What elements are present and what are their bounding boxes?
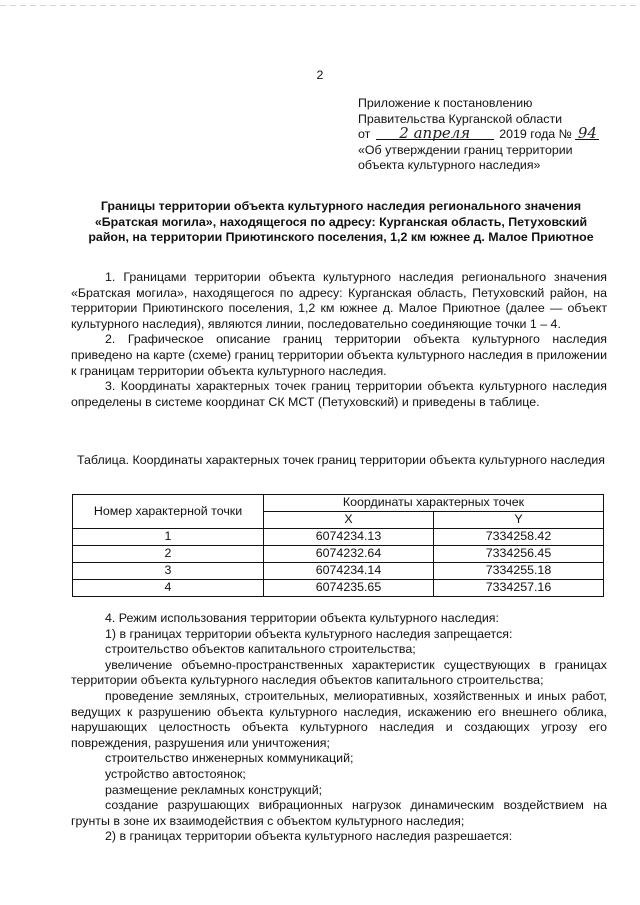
table-caption: Таблица. Координаты характерных точек границ территории объекта культурного наследия bbox=[77, 453, 605, 467]
appendix-header bbox=[358, 96, 618, 174]
paragraph: создание разрушающих вибрационных нагрузок динамическим воздействием на грунты в зоне их взаимодействия с объектом культурного наследия; bbox=[71, 798, 607, 828]
coordinate-x: 6074235.65 bbox=[264, 580, 434, 597]
paragraph: проведение земляных, строительных, мелиоративных, хозяйственных и иных работ, ведущих к разрушению объекта культурного наследия, искажению его внешнего облика, нарушающих целостность объекта культурного наследия и создающих угрозу его повреждения, разрушения или уничтожения; bbox=[71, 688, 607, 750]
paragraph: увеличение объемно-пространственных характеристик существующих в границах территории объекта культурного наследия объектов капитального строительства; bbox=[71, 657, 607, 688]
appendix-line: Правительства Курганской области bbox=[358, 111, 563, 126]
point-number: 3 bbox=[73, 563, 264, 580]
paragraph: 2. Графическое описание границ территории объекта культурного наследия приведено на карте (схеме) границ территории объекта культурного наследия в приложении к границам территории объекта культурного наследия. bbox=[71, 332, 607, 378]
usage-regime-section bbox=[71, 611, 607, 845]
year-label: 2019 года № bbox=[499, 127, 572, 142]
coordinate-y: 7334257.16 bbox=[433, 580, 603, 597]
header-point-number: Номер характерной точки bbox=[73, 495, 264, 529]
header-x: X bbox=[264, 512, 434, 529]
paragraph: 3. Координаты характерных точек границ территории объекта культурного наследия определены в системе координат СК МСТ (Петуховский) и приведены в таблице. bbox=[71, 379, 607, 409]
document-title: Границы территории объекта культурного наследия регионального значения «Братская могила», находящегося по адресу: Курганская область, Петуховский район, на территории Приютинского поселения, 1,2 км южнее д. Малое Приютное bbox=[88, 199, 594, 245]
coordinate-y: 7334258.42 bbox=[433, 529, 603, 546]
table-row bbox=[73, 529, 604, 546]
paragraph: устройство автостоянок; bbox=[105, 766, 246, 781]
appendix-line: «Об утверждении границ территории bbox=[358, 142, 573, 157]
handwritten-number: 94 bbox=[575, 127, 599, 140]
paragraph: размещение рекламных конструкций; bbox=[105, 782, 323, 797]
coordinate-y: 7334256.45 bbox=[433, 546, 603, 563]
table-row bbox=[73, 546, 604, 563]
coordinate-x: 6074234.13 bbox=[264, 529, 434, 546]
header-coordinates: Координаты характерных точек bbox=[264, 495, 604, 512]
point-number: 1 bbox=[73, 529, 264, 546]
table-row bbox=[73, 563, 604, 580]
appendix-line: Приложение к постановлению bbox=[358, 96, 533, 110]
paragraph: строительство объектов капитального строительства; bbox=[105, 642, 416, 657]
page-number: 2 bbox=[316, 68, 324, 82]
header-y: Y bbox=[433, 512, 603, 529]
point-number: 4 bbox=[73, 580, 264, 597]
paragraph: 4. Режим использования территории объекта культурного наследия: bbox=[105, 611, 499, 625]
from-label: от bbox=[358, 127, 371, 142]
table-row bbox=[73, 580, 604, 597]
paragraph: строительство инженерных коммуникаций; bbox=[105, 751, 354, 766]
paragraph: 1. Границами территории объекта культурного наследия регионального значения «Братская могила», находящегося по адресу: Курганская область, Петуховский район, на территории Приютинского поселения, 1,2 км южнее д. Малое Приютное (далее — объект культурного наследия), являются линии, последовательно соединяющие точки 1 – 4. bbox=[71, 270, 607, 331]
coordinate-y: 7334255.18 bbox=[433, 563, 603, 580]
coordinates-table bbox=[72, 494, 604, 597]
scan-top-edge bbox=[0, 5, 640, 6]
handwritten-date: 2 апреля bbox=[376, 127, 494, 140]
document-body bbox=[71, 270, 607, 410]
coordinate-x: 6074234.14 bbox=[264, 563, 434, 580]
coordinate-x: 6074232.64 bbox=[264, 546, 434, 563]
paragraph: 2) в границах территории объекта культурного наследия разрешается: bbox=[105, 829, 513, 844]
appendix-line: объекта культурного наследия» bbox=[358, 158, 541, 173]
paragraph: 1) в границах территории объекта культурного наследия запрещается: bbox=[105, 626, 513, 641]
appendix-date-line bbox=[358, 124, 618, 143]
point-number: 2 bbox=[73, 546, 264, 563]
